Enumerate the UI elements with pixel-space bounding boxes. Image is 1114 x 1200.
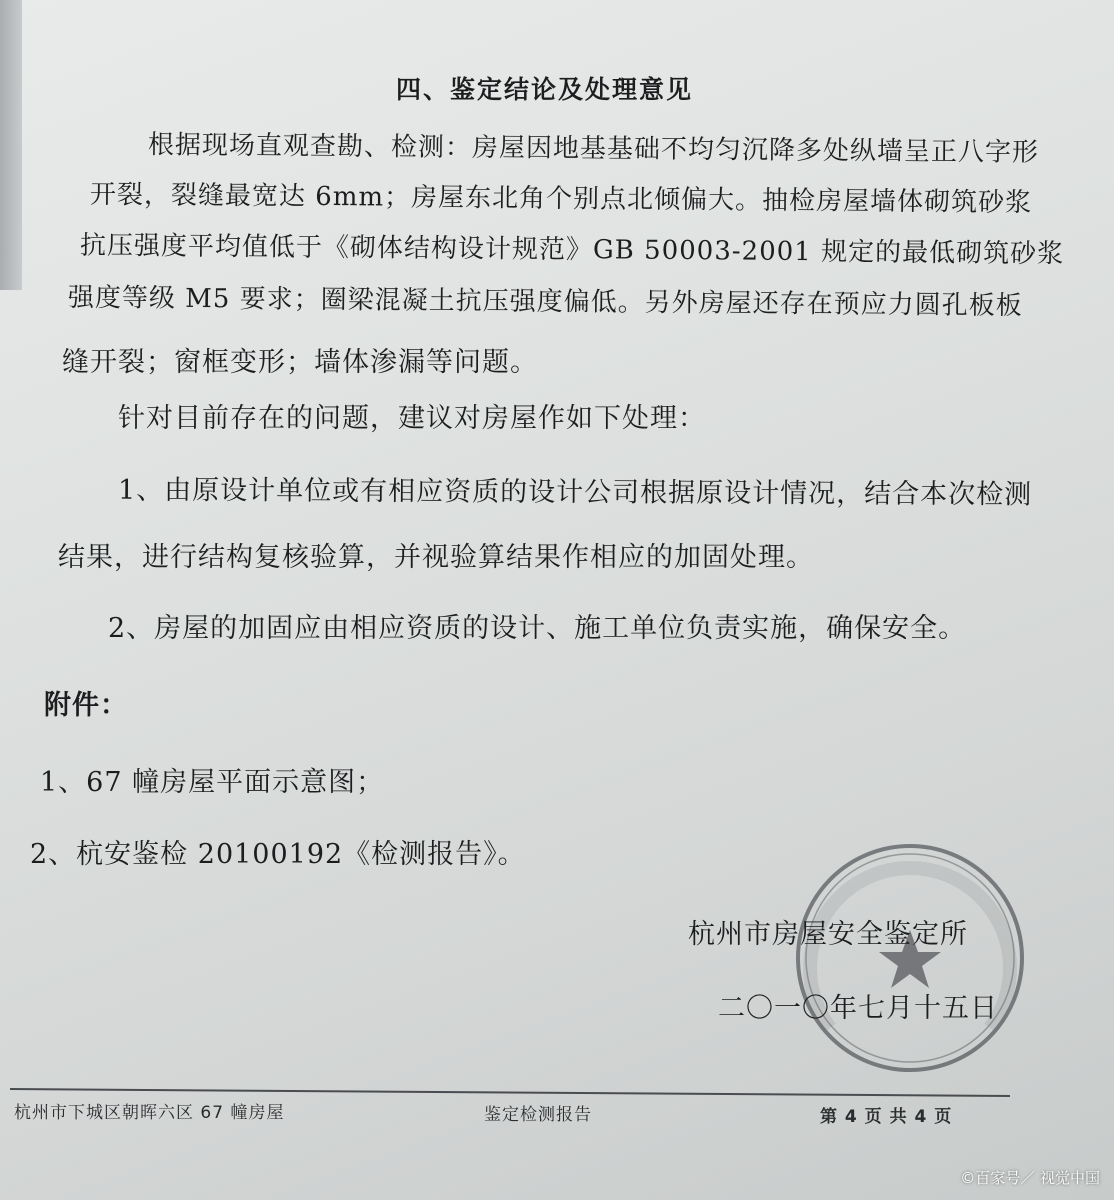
body-line-4: 强度等级 M5 要求；圈梁混凝土抗压强度偏低。另外房屋还存在预应力圆孔板板	[67, 282, 1023, 322]
body-line-5: 缝开裂；窗框变形；墙体渗漏等问题。	[62, 347, 538, 378]
attachment-item-2: 2、杭安鉴检 20100192《检测报告》。	[30, 839, 526, 870]
footer-page-number: 第 4 页 共 4 页	[820, 1107, 953, 1127]
body-line-3: 抗压强度平均值低于《砌体结构设计规范》GB 50003-2001 规定的最低砌筑砂浆	[79, 230, 1065, 270]
section-title: 四、鉴定结论及处理意见	[396, 75, 694, 104]
attachment-item-1: 1、67 幢房屋平面示意图；	[40, 767, 385, 798]
footer-address: 杭州市下城区朝晖六区 67 幢房屋	[14, 1103, 285, 1123]
signature-date: 二〇一〇年七月十五日	[718, 993, 998, 1024]
body-line-8: 结果，进行结构复核验算，并视验算结果作相应的加固处理。	[58, 542, 814, 573]
body-line-7: 1、由原设计单位或有相应资质的设计公司根据原设计情况，结合本次检测	[117, 474, 1033, 511]
body-line-9: 2、房屋的加固应由相应资质的设计、施工单位负责实施，确保安全。	[108, 613, 967, 644]
body-line-2: 开裂，裂缝最宽达 6mm；房屋东北角个别点北倾偏大。抽检房屋墙体砌筑砂浆	[89, 179, 1033, 219]
attachments-label: 附件：	[44, 690, 128, 721]
page-fold-shadow	[0, 0, 22, 290]
body-line-1: 根据现场直观查勘、检测：房屋因地基基础不均匀沉降多处纵墙呈正八字形	[147, 130, 1040, 168]
official-seal	[790, 838, 1030, 1078]
footer-divider	[10, 1088, 1010, 1097]
body-line-6: 针对目前存在的问题，建议对房屋作如下处理：	[118, 403, 706, 434]
footer-report-name: 鉴定检测报告	[484, 1105, 592, 1125]
signature-organization: 杭州市房屋安全鉴定所	[688, 919, 968, 950]
watermark: ©百家号／ 视觉中国	[960, 1169, 1100, 1187]
